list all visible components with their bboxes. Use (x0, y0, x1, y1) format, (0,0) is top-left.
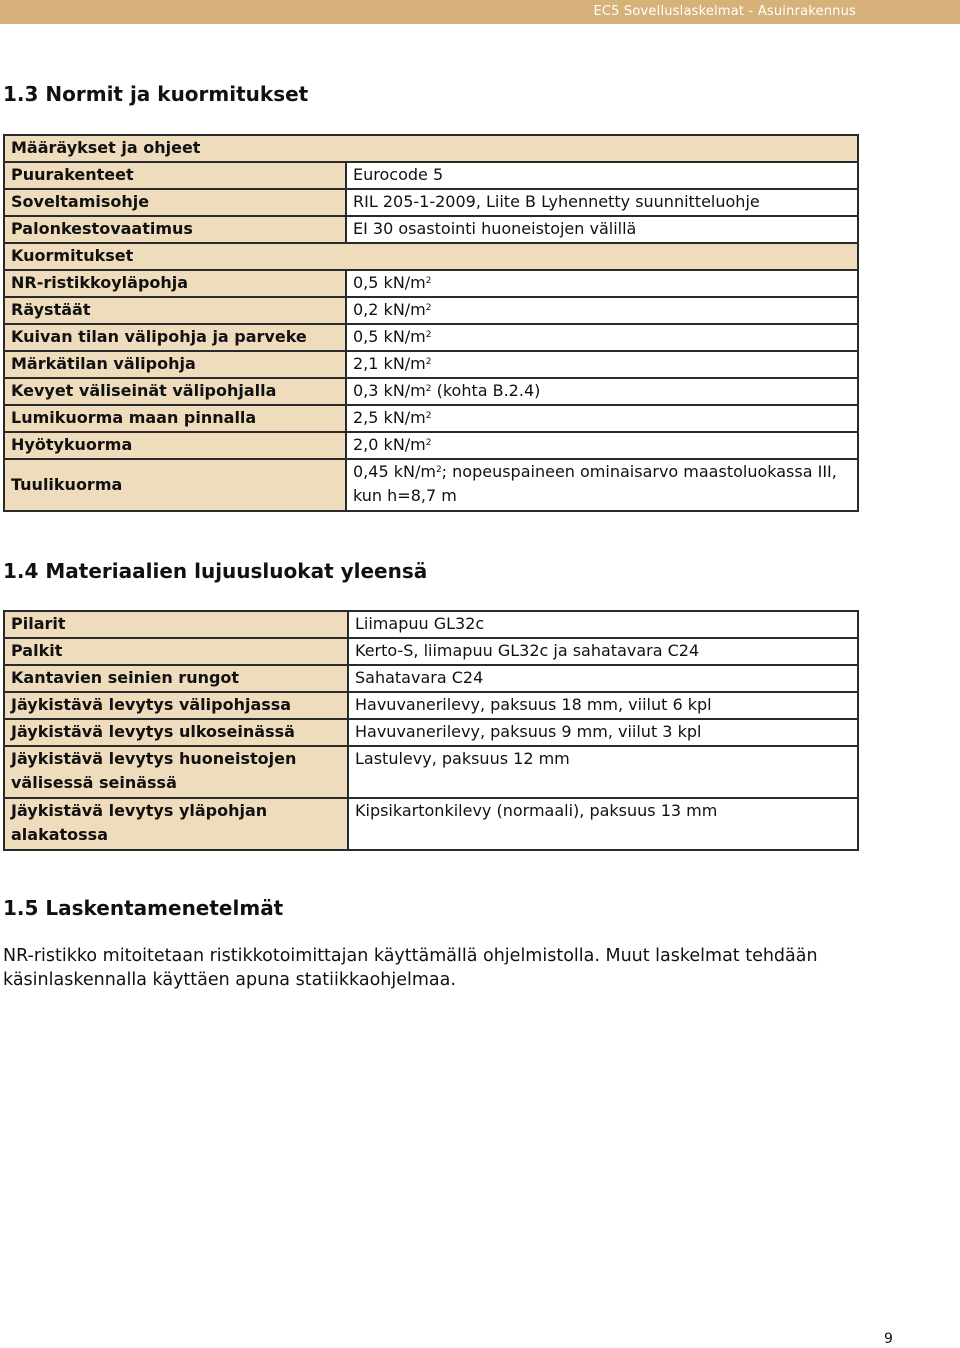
table-row (4, 216, 858, 243)
table-row (4, 611, 858, 638)
table-row (4, 270, 858, 297)
table-row (4, 432, 858, 459)
row-label: Kevyet väliseinät välipohjalla (4, 378, 346, 405)
row-label: Tuulikuorma (4, 459, 346, 511)
running-header-bar (0, 0, 960, 24)
load-unit: kN/m (383, 273, 426, 292)
row-label: Palkit (4, 638, 348, 665)
table-row (4, 746, 858, 798)
load-value-cell (346, 432, 858, 459)
load-value: 0,2 (353, 300, 379, 319)
load-value-cell (346, 324, 858, 351)
table-row (4, 324, 858, 351)
page-number: 9 (884, 1331, 893, 1347)
group-header-rules: Määräykset ja ohjeet (4, 135, 858, 162)
group-header-loads: Kuormitukset (4, 243, 858, 270)
load-unit: kN/m (383, 300, 426, 319)
row-value: Havuvanerilevy, paksuus 9 mm, viilut 3 kpl (348, 719, 858, 746)
load-unit-exponent: 2 (425, 330, 432, 340)
load-value-cell (346, 270, 858, 297)
load-unit-exponent: 2 (425, 303, 432, 313)
load-value: 2,5 (353, 408, 379, 427)
table-row (4, 297, 858, 324)
load-value: 0,3 (353, 381, 379, 400)
load-value: 0,45 (353, 462, 389, 481)
table-row (4, 798, 858, 850)
load-unit-exponent: 2 (425, 411, 432, 421)
norms-loads-table (3, 134, 859, 512)
table-group-row (4, 135, 858, 162)
load-unit-exponent: 2 (425, 357, 432, 367)
table-row (4, 405, 858, 432)
row-value: Eurocode 5 (346, 162, 858, 189)
row-label: Räystäät (4, 297, 346, 324)
section-heading-1-4: 1.4 Materiaalien lujuusluokat yleensä (3, 559, 428, 583)
row-label: Puurakenteet (4, 162, 346, 189)
row-label: Hyötykuorma (4, 432, 346, 459)
load-unit: kN/m (393, 462, 436, 481)
table-row (4, 189, 858, 216)
row-label: Palonkestovaatimus (4, 216, 346, 243)
section-heading-1-3: 1.3 Normit ja kuormitukset (3, 82, 309, 106)
table-row (4, 665, 858, 692)
running-header-title: EC5 Sovelluslaskelmat - Asuinrakennus (593, 4, 856, 19)
row-label: Lumikuorma maan pinnalla (4, 405, 346, 432)
row-label: Soveltamisohje (4, 189, 346, 216)
table-row (4, 162, 858, 189)
table-row (4, 351, 858, 378)
table-row (4, 719, 858, 746)
load-value: 2,1 (353, 354, 379, 373)
load-unit: kN/m (383, 435, 426, 454)
row-value: Sahatavara C24 (348, 665, 858, 692)
section-heading-1-5: 1.5 Laskentamenetelmät (3, 896, 284, 920)
load-unit: kN/m (383, 354, 426, 373)
load-note: ; nopeuspaineen ominaisarvo maastoluokassa III, kun h=8,7 m (353, 462, 837, 505)
row-label: Märkätilan välipohja (4, 351, 346, 378)
row-value: Lastulevy, paksuus 12 mm (348, 746, 858, 798)
load-value-cell (346, 378, 858, 405)
load-value: 2,0 (353, 435, 379, 454)
row-label: Jäykistävä levytys ulkoseinässä (4, 719, 348, 746)
table-group-row (4, 243, 858, 270)
row-label: Jäykistävä levytys välipohjassa (4, 692, 348, 719)
row-value: RIL 205-1-2009, Liite B Lyhennetty suunnitteluohje (346, 189, 858, 216)
row-value: EI 30 osastointi huoneistojen välillä (346, 216, 858, 243)
load-note: (kohta B.2.4) (431, 381, 541, 400)
table-row (4, 638, 858, 665)
load-value: 0,5 (353, 273, 379, 292)
load-value-cell (346, 405, 858, 432)
row-value: Kipsikartonkilevy (normaali), paksuus 13 mm (348, 798, 858, 850)
row-value: Liimapuu GL32c (348, 611, 858, 638)
load-unit-exponent: 2 (435, 465, 442, 475)
load-unit: kN/m (383, 381, 426, 400)
load-unit: kN/m (383, 327, 426, 346)
row-value: Kerto-S, liimapuu GL32c ja sahatavara C24 (348, 638, 858, 665)
load-unit-exponent: 2 (425, 384, 432, 394)
load-unit-exponent: 2 (425, 276, 432, 286)
load-value-cell (346, 459, 858, 511)
row-label: Kuivan tilan välipohja ja parveke (4, 324, 346, 351)
load-value-cell (346, 351, 858, 378)
materials-table (3, 610, 859, 851)
load-unit-exponent: 2 (425, 438, 432, 448)
load-value-cell (346, 297, 858, 324)
load-unit: kN/m (383, 408, 426, 427)
load-value: 0,5 (353, 327, 379, 346)
table-row (4, 378, 858, 405)
row-label: Jäykistävä levytys huoneistojen välisessä seinässä (4, 746, 348, 798)
body-paragraph: NR-ristikko mitoitetaan ristikkotoimittajan käyttämällä ohjelmistolla. Muut laskelmat tehdään käsinlaskennalla käyttäen apuna statiikkaohjelmaa. (3, 946, 818, 990)
row-value: Havuvanerilevy, paksuus 18 mm, viilut 6 kpl (348, 692, 858, 719)
row-label: NR-ristikkoyläpohja (4, 270, 346, 297)
table-row (4, 459, 858, 511)
row-label: Pilarit (4, 611, 348, 638)
row-label: Jäykistävä levytys yläpohjan alakatossa (4, 798, 348, 850)
row-label: Kantavien seinien rungot (4, 665, 348, 692)
table-row (4, 692, 858, 719)
